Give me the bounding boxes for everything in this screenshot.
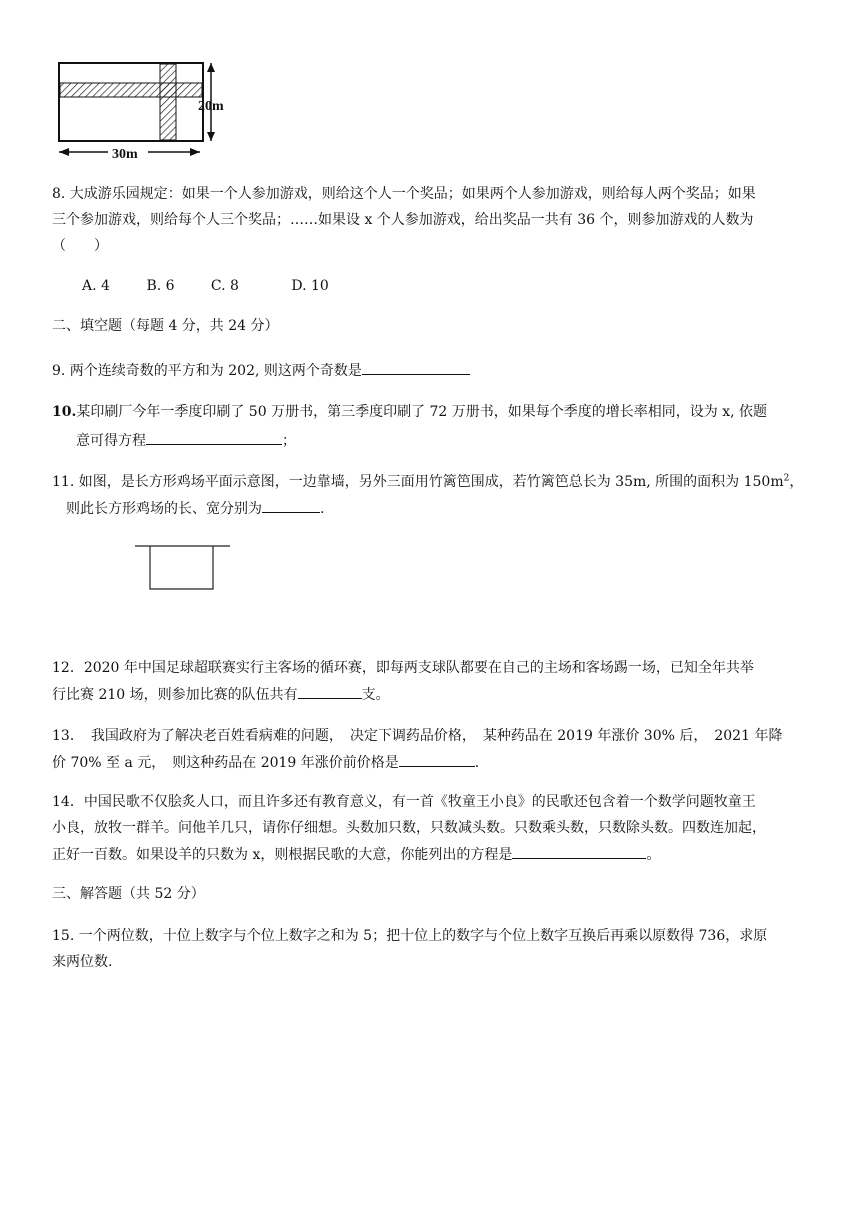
q14-suffix: 。 xyxy=(646,847,661,863)
q13-prefix: 价 70% 至 a 元， 则这种药品在 2019 年涨价前价格是 xyxy=(52,755,399,771)
horizontal-road xyxy=(60,83,202,97)
q10-number: 10. xyxy=(52,404,77,420)
q8-option-a: A. 4 xyxy=(82,278,110,294)
q10-line2 xyxy=(76,430,296,451)
q10-answer-blank[interactable] xyxy=(146,430,282,445)
q11-line2 xyxy=(66,498,324,519)
q8-line1: 8. 大成游乐园规定：如果一个人参加游戏，则给这个人一个奖品；如果两个人参加游戏，则给每人两个奖品；如果 xyxy=(52,186,756,202)
q11-prefix: 则此长方形鸡场的长、宽分别为 xyxy=(66,501,262,517)
field-rectangle xyxy=(59,63,203,141)
arrow-right-icon xyxy=(190,148,200,156)
section-2-heading: 二、填空题（每题 4 分，共 24 分） xyxy=(52,318,279,334)
height-label: 20m xyxy=(198,99,224,114)
q14-line3 xyxy=(52,844,660,865)
q10-suffix: ； xyxy=(282,433,296,449)
q10-text: 某印刷厂今年一季度印刷了 50 万册书，第三季度印刷了 72 万册书，如果每个季度的增长率相同，设为 x, 依题 xyxy=(76,404,768,420)
q13-line2 xyxy=(52,752,479,773)
q12-prefix: 行比赛 210 场，则参加比赛的队伍共有 xyxy=(52,687,298,703)
q13-answer-blank[interactable] xyxy=(399,752,475,767)
q11-superscript: 2 xyxy=(783,473,790,484)
q9 xyxy=(52,360,470,381)
width-label: 30m xyxy=(112,147,138,162)
arrow-up-icon xyxy=(207,63,215,72)
q9-answer-blank[interactable] xyxy=(362,360,470,375)
q14-answer-blank[interactable] xyxy=(512,844,646,859)
q13-line1: 13． 我国政府为了解决老百姓看病难的问题， 决定下调药品价格， 某种药品在 2019 年涨价 30% 后， 2021 年降 xyxy=(52,728,783,744)
q11-line1 xyxy=(52,472,803,492)
q11-answer-blank[interactable] xyxy=(262,498,320,513)
section-3-heading: 三、解答题（共 52 分） xyxy=(52,886,205,902)
q15-line2: 来两位数. xyxy=(52,954,113,970)
q12-suffix: 支。 xyxy=(361,687,390,703)
q14-prefix: 正好一百数。如果设羊的只数为 x，则根据民歌的大意，你能列出的方程是 xyxy=(52,847,513,863)
q8-options xyxy=(82,276,329,296)
fence-outline xyxy=(150,546,213,589)
q14-line2: 小良，放牧一群羊。问他羊几只，请你仔细想。头数加只数，只数减头数。只数乘头数，只数除头数。四数连加起， xyxy=(52,820,766,836)
q13-suffix: . xyxy=(474,755,480,771)
q15-line1: 15. 一个两位数，十位上数字与个位上数字之和为 5；把十位上的数字与个位上数字互换后再乘以原数得 736，求原 xyxy=(52,928,768,944)
q8-line2: 三个参加游戏，则给每个人三个奖品；……如果设 x 个人参加游戏，给出奖品一共有 36 个，则参加游戏的人数为 xyxy=(52,212,754,228)
q10-prefix: 意可得方程 xyxy=(76,433,146,449)
q11-suffix: . xyxy=(320,501,325,517)
chicken-coop-figure xyxy=(132,540,234,594)
arrow-down-icon xyxy=(207,132,215,141)
q8-option-b: B. 6 xyxy=(146,278,175,294)
q8-line3: （ ） xyxy=(52,238,108,254)
q11-text: 11. 如图，是长方形鸡场平面示意图，一边靠墙，另外三面用竹篱笆围成，若竹篱笆总长为 35m, 所围的面积为 150m xyxy=(52,474,784,490)
q12-answer-blank[interactable] xyxy=(298,684,362,699)
q12-line2 xyxy=(52,684,390,705)
q8-option-d: D. 10 xyxy=(291,278,329,294)
q11-comma: ， xyxy=(789,474,804,490)
q10-line1 xyxy=(52,402,767,422)
q8-option-c: C. 8 xyxy=(210,278,239,294)
vertical-road xyxy=(160,64,176,140)
arrow-left-icon xyxy=(59,148,69,156)
q9-text: 9. 两个连续奇数的平方和为 202, 则这两个奇数是 xyxy=(52,363,362,379)
q12-line1: 12．2020 年中国足球超联赛实行主客场的循环赛，即每两支球队都要在自己的主场和客场踢一场，已知全年共举 xyxy=(52,660,754,676)
road-diagram-figure xyxy=(50,54,250,168)
q14-line1: 14．中国民歌不仅脍炙人口，而且许多还有教育意义，有一首《牧童王小良》的民歌还包含着一个数学问题牧童王 xyxy=(52,794,756,810)
